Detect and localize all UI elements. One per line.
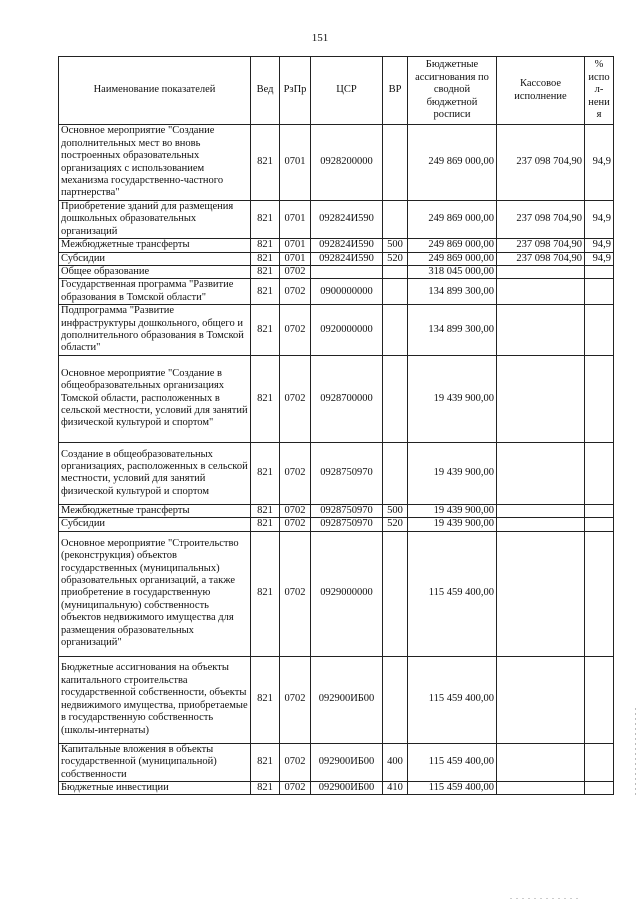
row-csr: 092824И590	[311, 252, 383, 265]
row-percent: 94,9	[585, 125, 614, 201]
row-rzpr: 0702	[280, 305, 311, 356]
row-name: Государственная программа "Развитие образования в Томской области"	[59, 279, 251, 305]
row-assignments: 249 869 000,00	[408, 252, 497, 265]
scan-artifact	[510, 898, 580, 899]
table-row	[59, 518, 614, 531]
row-csr: 0928750970	[311, 442, 383, 504]
row-name: Основное мероприятие "Строительство (реконструкция) объектов государственных (муниципальных) образовательных организаций, а также приобретение в государственную (муниципальную) собственность объектов недвижимого имущества для размещения образовательных организаций"	[59, 531, 251, 656]
header-csr: ЦСР	[311, 57, 383, 125]
row-vr	[383, 201, 408, 239]
row-csr: 0920000000	[311, 305, 383, 356]
row-percent	[585, 743, 614, 781]
table-row	[59, 355, 614, 442]
row-percent	[585, 266, 614, 279]
row-vr: 500	[383, 504, 408, 517]
header-assignments: Бюджетные ассигнования по сводной бюджетной росписи	[408, 57, 497, 125]
row-assignments: 318 045 000,00	[408, 266, 497, 279]
row-rzpr: 0702	[280, 504, 311, 517]
row-cash-execution: 237 098 704,90	[497, 239, 585, 252]
row-percent	[585, 781, 614, 794]
row-vr	[383, 355, 408, 442]
row-vr	[383, 266, 408, 279]
row-rzpr: 0701	[280, 239, 311, 252]
row-rzpr: 0702	[280, 743, 311, 781]
row-cash-execution: 237 098 704,90	[497, 125, 585, 201]
row-csr: 0929000000	[311, 531, 383, 656]
header-ved: Вед	[251, 57, 280, 125]
row-ved: 821	[251, 266, 280, 279]
row-percent	[585, 442, 614, 504]
row-ved: 821	[251, 518, 280, 531]
row-vr	[383, 279, 408, 305]
row-name: Создание в общеобразовательных организациях, расположенных в сельской местности, условий для занятий физической культурой и спортом	[59, 442, 251, 504]
header-name: Наименование показателей	[59, 57, 251, 125]
row-name: Капитальные вложения в объекты государственной (муниципальной) собственности	[59, 743, 251, 781]
table-row	[59, 252, 614, 265]
row-ved: 821	[251, 355, 280, 442]
table-header-row	[59, 57, 614, 125]
page-number: 151	[311, 32, 329, 44]
row-name: Бюджетные инвестиции	[59, 781, 251, 794]
header-cash-execution: Кассовое исполнение	[497, 57, 585, 125]
row-csr: 0928700000	[311, 355, 383, 442]
row-name: Субсидии	[59, 518, 251, 531]
row-ved: 821	[251, 504, 280, 517]
row-rzpr: 0701	[280, 252, 311, 265]
row-assignments: 134 899 300,00	[408, 279, 497, 305]
row-csr: 0900000000	[311, 279, 383, 305]
row-name: Межбюджетные трансферты	[59, 239, 251, 252]
row-rzpr: 0702	[280, 518, 311, 531]
row-cash-execution	[497, 355, 585, 442]
table-row	[59, 279, 614, 305]
row-rzpr: 0702	[280, 442, 311, 504]
row-assignments: 115 459 400,00	[408, 656, 497, 743]
row-percent: 94,9	[585, 252, 614, 265]
row-percent	[585, 305, 614, 356]
row-cash-execution	[497, 279, 585, 305]
table-row	[59, 781, 614, 794]
row-vr	[383, 656, 408, 743]
row-assignments: 249 869 000,00	[408, 125, 497, 201]
row-csr: 092900ИБ00	[311, 743, 383, 781]
row-ved: 821	[251, 656, 280, 743]
budget-table	[58, 56, 614, 795]
row-assignments: 134 899 300,00	[408, 305, 497, 356]
table-row	[59, 442, 614, 504]
row-cash-execution	[497, 743, 585, 781]
row-vr: 500	[383, 239, 408, 252]
row-csr: 0928200000	[311, 125, 383, 201]
row-assignments: 115 459 400,00	[408, 531, 497, 656]
row-rzpr: 0702	[280, 781, 311, 794]
row-percent	[585, 355, 614, 442]
row-csr: 092900ИБ00	[311, 656, 383, 743]
row-name: Подпрограмма "Развитие инфраструктуры дошкольного, общего и дополнительного образования в Томской области"	[59, 305, 251, 356]
row-cash-execution	[497, 656, 585, 743]
row-cash-execution	[497, 518, 585, 531]
row-percent: 94,9	[585, 201, 614, 239]
row-csr: 092824И590	[311, 239, 383, 252]
row-name: Субсидии	[59, 252, 251, 265]
row-ved: 821	[251, 201, 280, 239]
row-vr	[383, 442, 408, 504]
row-ved: 821	[251, 743, 280, 781]
row-vr: 400	[383, 743, 408, 781]
row-name: Межбюджетные трансферты	[59, 504, 251, 517]
row-csr	[311, 266, 383, 279]
row-rzpr: 0702	[280, 355, 311, 442]
row-assignments: 19 439 900,00	[408, 518, 497, 531]
row-csr: 0928750970	[311, 504, 383, 517]
row-csr: 092824И590	[311, 201, 383, 239]
scan-artifact	[635, 708, 636, 798]
row-csr: 092900ИБ00	[311, 781, 383, 794]
table-row	[59, 531, 614, 656]
table-row	[59, 239, 614, 252]
row-rzpr: 0702	[280, 531, 311, 656]
row-ved: 821	[251, 279, 280, 305]
row-rzpr: 0702	[280, 279, 311, 305]
row-cash-execution	[497, 531, 585, 656]
table-row	[59, 305, 614, 356]
row-vr: 520	[383, 518, 408, 531]
row-cash-execution: 237 098 704,90	[497, 201, 585, 239]
row-ved: 821	[251, 125, 280, 201]
row-assignments: 19 439 900,00	[408, 504, 497, 517]
row-assignments: 19 439 900,00	[408, 442, 497, 504]
row-cash-execution: 237 098 704,90	[497, 252, 585, 265]
row-assignments: 19 439 900,00	[408, 355, 497, 442]
row-vr	[383, 125, 408, 201]
row-percent: 94,9	[585, 239, 614, 252]
row-percent	[585, 504, 614, 517]
row-ved: 821	[251, 442, 280, 504]
row-assignments: 115 459 400,00	[408, 781, 497, 794]
row-percent	[585, 531, 614, 656]
row-assignments: 249 869 000,00	[408, 201, 497, 239]
row-cash-execution	[497, 266, 585, 279]
row-ved: 821	[251, 531, 280, 656]
row-percent	[585, 279, 614, 305]
header-rzpr: РзПр	[280, 57, 311, 125]
row-name: Приобретение зданий для размещения дошкольных образовательных организаций	[59, 201, 251, 239]
row-cash-execution	[497, 781, 585, 794]
row-ved: 821	[251, 305, 280, 356]
row-vr	[383, 531, 408, 656]
row-vr: 410	[383, 781, 408, 794]
header-percent: % испол-нения	[585, 57, 614, 125]
row-name: Основное мероприятие "Создание в общеобразовательных организациях Томской области, расположенных в сельской местности, условий для занятий физической культурой и спортом"	[59, 355, 251, 442]
row-vr	[383, 305, 408, 356]
row-ved: 821	[251, 239, 280, 252]
row-assignments: 249 869 000,00	[408, 239, 497, 252]
row-rzpr: 0702	[280, 656, 311, 743]
row-percent	[585, 518, 614, 531]
row-cash-execution	[497, 442, 585, 504]
table-row	[59, 743, 614, 781]
table-row	[59, 125, 614, 201]
row-assignments: 115 459 400,00	[408, 743, 497, 781]
row-name: Основное мероприятие "Создание дополнительных мест во вновь построенных образовательных организациях с использованием механизма государственно-частного партнерства"	[59, 125, 251, 201]
row-name: Общее образование	[59, 266, 251, 279]
row-csr: 0928750970	[311, 518, 383, 531]
table-row	[59, 504, 614, 517]
row-rzpr: 0701	[280, 201, 311, 239]
table-row	[59, 201, 614, 239]
table-row	[59, 656, 614, 743]
row-ved: 821	[251, 781, 280, 794]
row-cash-execution	[497, 305, 585, 356]
row-rzpr: 0702	[280, 266, 311, 279]
header-vr: ВР	[383, 57, 408, 125]
row-vr: 520	[383, 252, 408, 265]
table-body	[59, 125, 614, 795]
table-row	[59, 266, 614, 279]
row-percent	[585, 656, 614, 743]
row-cash-execution	[497, 504, 585, 517]
row-name: Бюджетные ассигнования на объекты капитального строительства государственной собственности, объекты недвижимого имущества, приобретаемые в государственную собственность (школы-интернаты)	[59, 656, 251, 743]
row-ved: 821	[251, 252, 280, 265]
row-rzpr: 0701	[280, 125, 311, 201]
